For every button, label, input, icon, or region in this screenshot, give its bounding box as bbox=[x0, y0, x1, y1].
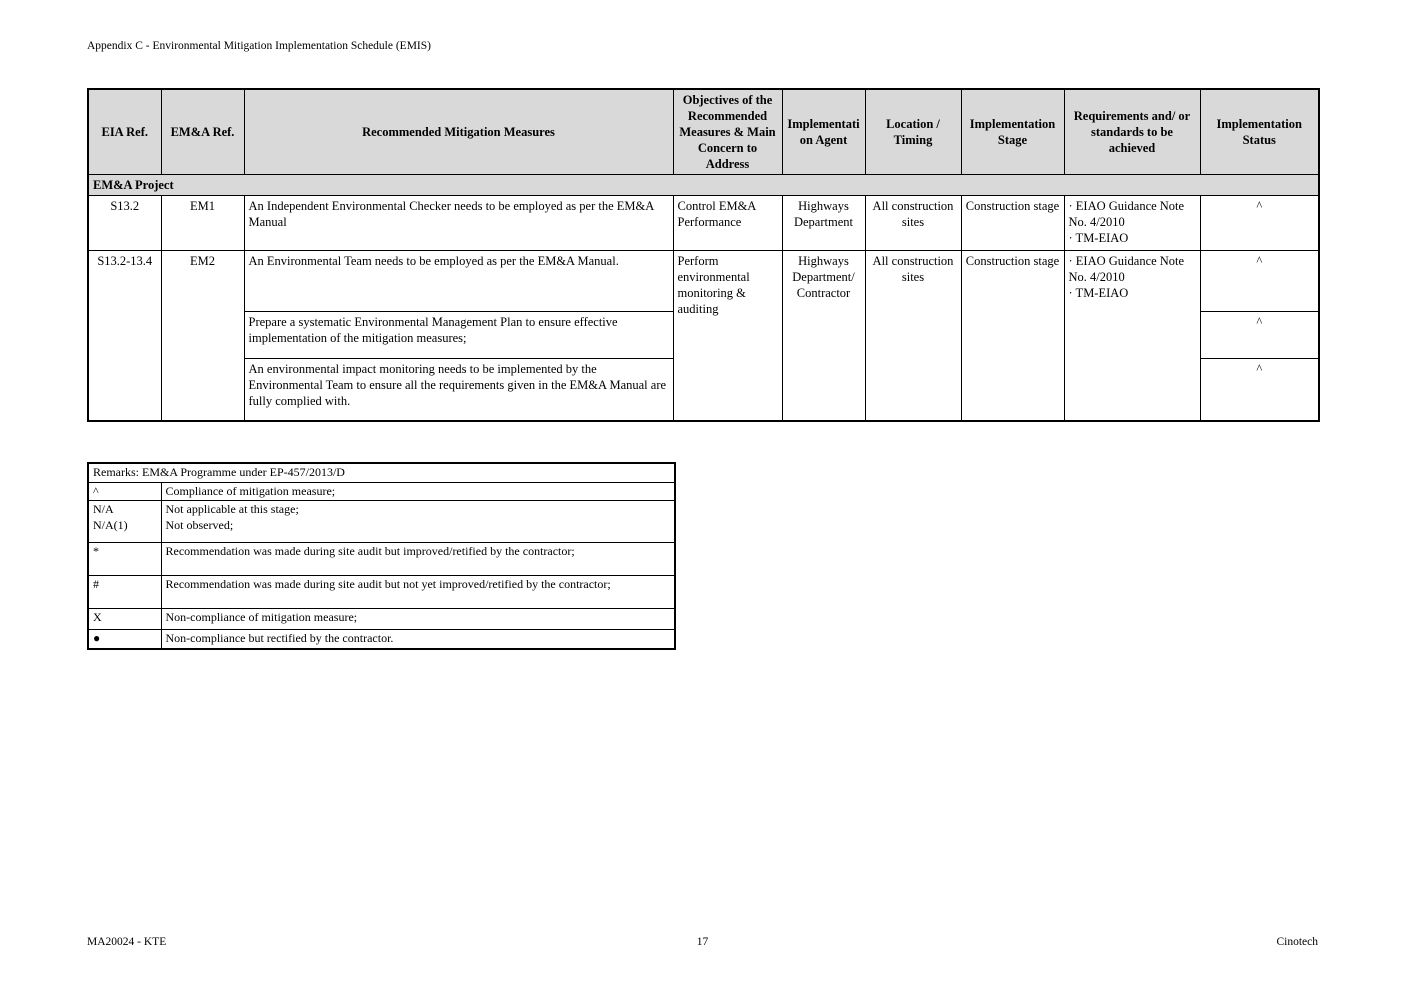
remarks-row bbox=[88, 501, 675, 543]
header-cell-location: Location / Timing bbox=[865, 89, 961, 175]
header-cell-status: Implementation Status bbox=[1200, 89, 1319, 175]
remarks-table bbox=[87, 462, 676, 650]
measure-cell: An Environmental Team needs to be employed as per the EM&A Manual. bbox=[244, 251, 673, 312]
ema-ref-cell: EM1 bbox=[161, 196, 244, 251]
requirement-line: · EIAO Guidance Note No. 4/2010 bbox=[1068, 199, 1185, 229]
ema-ref-cell: EM2 bbox=[161, 251, 244, 421]
objective-cell: Perform environmental monitoring & auditing bbox=[673, 251, 782, 421]
measure-cell: An environmental impact monitoring needs to be implemented by the Environmental Team to ensure all the requirements given in the EM&A Manual are fully complied with. bbox=[244, 359, 673, 421]
header-cell-ema-ref: EM&A Ref. bbox=[161, 89, 244, 175]
agent-cell: Highways Department/ Contractor bbox=[782, 251, 865, 421]
header-cell-agent: Implementation Agent bbox=[782, 89, 865, 175]
measure-cell: An Independent Environmental Checker needs to be employed as per the EM&A Manual bbox=[244, 196, 673, 251]
remarks-row bbox=[88, 482, 675, 501]
eia-ref-cell: S13.2-13.4 bbox=[88, 251, 161, 421]
remark-symbol: * bbox=[88, 543, 161, 576]
header-cell-stage: Implementation Stage bbox=[961, 89, 1064, 175]
requirement-line: · TM-EIAO bbox=[1068, 286, 1129, 300]
page-footer bbox=[87, 936, 1318, 948]
status-cell: ^ bbox=[1200, 312, 1319, 359]
remarks-row bbox=[88, 576, 675, 609]
emis-table bbox=[87, 88, 1320, 422]
stage-cell: Construction stage bbox=[961, 196, 1064, 251]
remark-description: Recommendation was made during site audit but not yet improved/retified by the contractor; bbox=[161, 576, 675, 609]
table-row bbox=[88, 251, 1319, 312]
header-cell-eia-ref: EIA Ref. bbox=[88, 89, 161, 175]
requirements-cell bbox=[1064, 251, 1200, 421]
location-cell: All construction sites bbox=[865, 251, 961, 421]
remarks-row bbox=[88, 543, 675, 576]
remark-symbol-line: N/A bbox=[93, 502, 114, 517]
footer-company-name: Cinotech bbox=[1276, 936, 1318, 948]
measure-cell: Prepare a systematic Environmental Management Plan to ensure effective implementation of the mitigation measures; bbox=[244, 312, 673, 359]
requirement-line: · EIAO Guidance Note No. 4/2010 bbox=[1068, 254, 1185, 284]
location-cell: All construction sites bbox=[865, 196, 961, 251]
table-header-row bbox=[88, 89, 1319, 175]
objective-cell: Control EM&A Performance bbox=[673, 196, 782, 251]
page-title: Appendix C - Environmental Mitigation Implementation Schedule (EMIS) bbox=[87, 40, 431, 52]
remark-symbol: X bbox=[88, 609, 161, 630]
footer-project-ref: MA20024 - KTE bbox=[87, 936, 167, 948]
remarks-title: Remarks: EM&A Programme under EP-457/2013/D bbox=[88, 463, 675, 482]
remarks-row bbox=[88, 630, 675, 649]
remark-symbol: # bbox=[88, 576, 161, 609]
requirement-line: · TM-EIAO bbox=[1068, 231, 1129, 245]
remark-description: Recommendation was made during site audit but improved/retified by the contractor; bbox=[161, 543, 675, 576]
remark-description: Compliance of mitigation measure; bbox=[161, 482, 675, 501]
remark-symbol-line: N/A(1) bbox=[93, 517, 128, 532]
section-label: EM&A Project bbox=[88, 175, 1319, 196]
status-cell: ^ bbox=[1200, 251, 1319, 312]
remark-description: Non-compliance of mitigation measure; bbox=[161, 609, 675, 630]
header-cell-measures: Recommended Mitigation Measures bbox=[244, 89, 673, 175]
eia-ref-cell: S13.2 bbox=[88, 196, 161, 251]
remark-description-line: Not observed; bbox=[165, 517, 234, 532]
remark-description-line: Not applicable at this stage; bbox=[165, 502, 299, 517]
remark-description bbox=[161, 501, 675, 543]
remark-description: Non-compliance but rectified by the contractor. bbox=[161, 630, 675, 649]
agent-cell: Highways Department bbox=[782, 196, 865, 251]
remarks-title-row bbox=[88, 463, 675, 482]
header-cell-requirements: Requirements and/ or standards to be achieved bbox=[1064, 89, 1200, 175]
stage-cell: Construction stage bbox=[961, 251, 1064, 421]
remark-symbol: ● bbox=[88, 630, 161, 649]
footer-page-number: 17 bbox=[696, 936, 709, 948]
status-cell: ^ bbox=[1200, 359, 1319, 421]
section-row bbox=[88, 175, 1319, 196]
remarks-row bbox=[88, 609, 675, 630]
remark-symbol bbox=[88, 501, 161, 543]
table-row bbox=[88, 196, 1319, 251]
remark-symbol: ^ bbox=[88, 482, 161, 501]
requirements-cell bbox=[1064, 196, 1200, 251]
status-cell: ^ bbox=[1200, 196, 1319, 251]
header-cell-objectives: Objectives of the Recommended Measures & Main Concern to Address bbox=[673, 89, 782, 175]
